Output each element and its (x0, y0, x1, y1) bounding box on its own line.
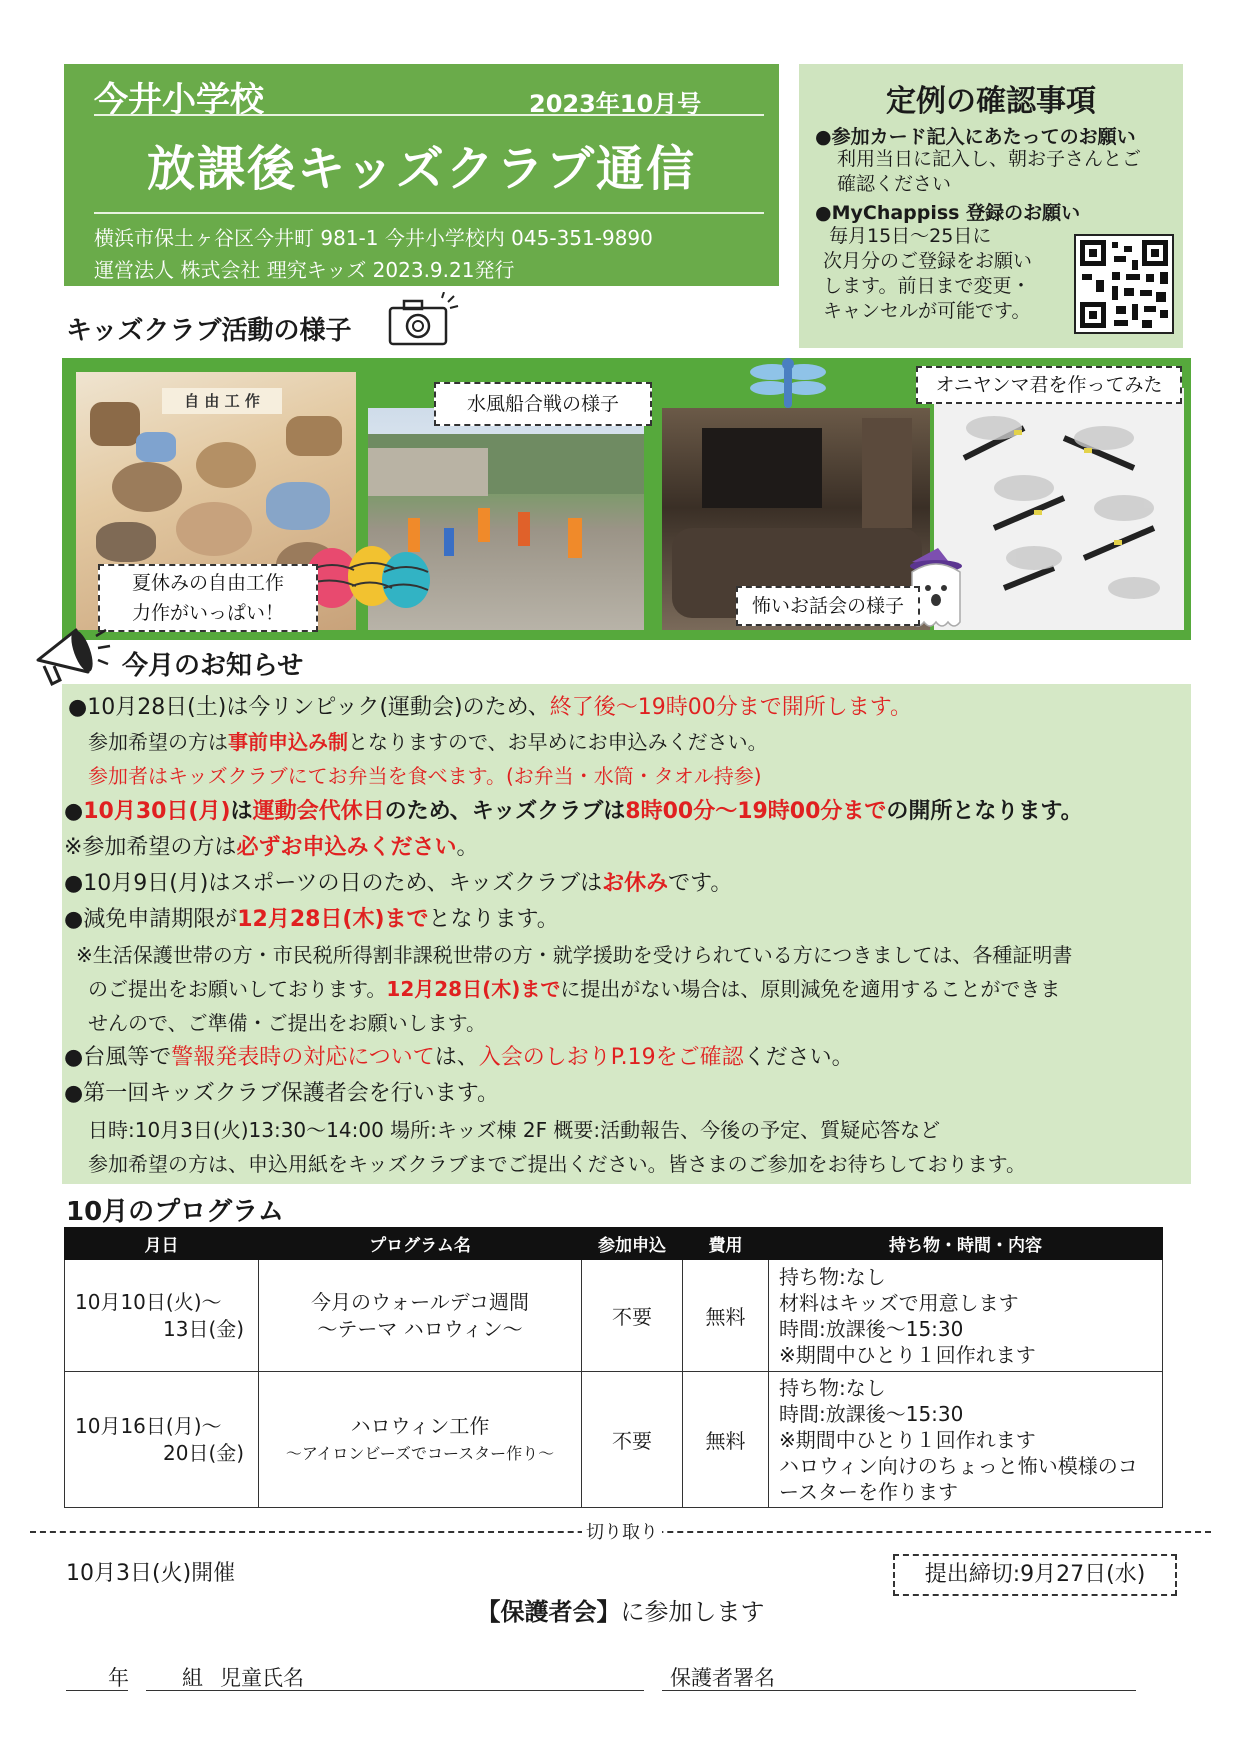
notice-line: ●第一回キッズクラブ保護者会を行います。 (64, 1081, 499, 1106)
newsletter-header (64, 64, 779, 286)
caption-line: 夏休みの自由工作 (131, 572, 284, 594)
detail-line: 材料はキッズで用意します (779, 1290, 1019, 1315)
program-name-cell (259, 1260, 582, 1372)
address: 横浜市保土ヶ谷区今井町 981-1 今井小学校内 045-351-9890 (94, 226, 653, 250)
notice-line: ※生活保護世帯の方・市民税所得割非課税世帯の方・就学援助を受けられている方につきましては、各種証明書 (76, 943, 1073, 967)
apply-cell: 不要 (582, 1260, 683, 1372)
date-cell (65, 1260, 259, 1372)
rule-text: 毎月15日～25日に (829, 225, 992, 247)
detail-line: 時間:放課後～15:30 (779, 1401, 964, 1426)
table-row (65, 1372, 1163, 1508)
date-start: 10月16日(月)～ (75, 1413, 222, 1438)
notice-line: 参加希望の方は、申込用紙をキッズクラブまでご提出ください。皆さまのご参加をお待ちしております。 (88, 1152, 1026, 1176)
photo-caption (98, 564, 318, 632)
notice-line: 参加希望の方は事前申込み制となりますので、お早めにお申込みください。 (88, 730, 768, 754)
detail-line: 持ち物:なし (779, 1264, 886, 1289)
notice-line: 日時:10月3日(火)13:30～14:00 場所:キッズ棟 2F 概要:活動報告、今後の予定、質疑応答など (88, 1118, 941, 1142)
attendance-statement: 【保護者会】に参加します (476, 1598, 765, 1626)
caption-line: 力作がいっぱい！ (131, 602, 284, 624)
guardian-signature-field[interactable] (662, 1690, 1136, 1691)
cut-label: 切り取り (582, 1518, 662, 1544)
deadline-box: 提出締切:9月27日(水) (893, 1554, 1177, 1596)
detail-line: ※期間中ひとり１回作れます (779, 1342, 1036, 1367)
detail-line: ースターを作ります (779, 1479, 958, 1504)
grade-label: 年 (108, 1666, 129, 1690)
program-heading: 10月のプログラム (66, 1197, 284, 1227)
detail-line: ハロウィン向けのちょっと怖い模様のコ (779, 1453, 1138, 1478)
column-header: 費用 (683, 1228, 769, 1260)
notice-heading: 今月のお知らせ (122, 651, 304, 681)
fee-cell: 無料 (683, 1260, 769, 1372)
operator-info: 運営法人 株式会社 理究キッズ 2023.9.21発行 (94, 258, 515, 282)
class-label: 組 (182, 1666, 203, 1690)
detail-line: ※期間中ひとり１回作れます (779, 1427, 1036, 1452)
camera-icon (386, 292, 460, 350)
activity-section-title: キッズクラブ活動の様子 (66, 316, 352, 346)
fee-cell: 無料 (683, 1372, 769, 1508)
column-header: 持ち物・時間・内容 (769, 1228, 1163, 1260)
date-start: 10月10日(火)～ (75, 1289, 222, 1314)
notice-line: ●台風等で警報発表時の対応については、入会のしおりP.19をご確認ください。 (64, 1045, 854, 1070)
program-name-cell (259, 1372, 582, 1508)
rule-text: します。前日まで変更・ (823, 275, 1031, 297)
notice-line: ●10月30日(月)は運動会代休日のため、キッズクラブは8時00分～19時00分までの開所となります。 (64, 799, 1083, 824)
detail-line: 時間:放課後～15:30 (779, 1316, 964, 1341)
rule-heading: ●参加カード記入にあたってのお願い (815, 126, 1136, 148)
rule-text: 確認ください (837, 173, 952, 195)
program-table (64, 1227, 1163, 1508)
rules-title: 定例の確認事項 (886, 84, 1096, 119)
newsletter-title: 放課後キッズクラブ通信 (146, 141, 697, 197)
photo-caption: 怖いお話会の様子 (736, 586, 920, 626)
notice-line: せんので、ご準備・ご提出をお願いします。 (88, 1011, 486, 1035)
divider (94, 114, 764, 116)
issue-date: 2023年10月号 (529, 90, 702, 118)
rules-box (799, 64, 1183, 348)
program-subtitle: ～テーマ ハロウィン～ (317, 1316, 523, 1341)
program-subtitle: ～アイロンビーズでコースター作り～ (285, 1443, 555, 1463)
table-row (65, 1260, 1163, 1372)
event-date: 10月3日(火)開催 (66, 1561, 236, 1586)
child-name-label: 児童氏名 (220, 1666, 304, 1690)
column-header: 参加申込 (582, 1228, 683, 1260)
photo-collage (62, 358, 1191, 640)
rule-text: キャンセルが可能です。 (823, 300, 1031, 322)
date-end: 20日(金) (163, 1440, 245, 1465)
qr-code-icon[interactable] (1074, 234, 1174, 334)
grade-field[interactable] (66, 1690, 128, 1691)
photo-caption: オニヤンマ君を作ってみた (916, 366, 1182, 404)
dragonfly-icon (748, 354, 828, 410)
rule-heading: ●MyChappiss 登録のお願い (815, 202, 1081, 224)
date-cell (65, 1372, 259, 1508)
column-header: 月日 (65, 1228, 259, 1260)
water-balloon-icon (302, 540, 432, 612)
column-header: プログラム名 (259, 1228, 582, 1260)
notice-line: ●10月9日(月)はスポーツの日のため、キッズクラブはお休みです。 (64, 871, 733, 896)
details-cell (769, 1260, 1163, 1372)
notice-line: ●減免申請期限が12月28日(木)までとなります。 (64, 907, 559, 932)
guardian-signature-label: 保護者署名 (670, 1666, 775, 1690)
details-cell (769, 1372, 1163, 1508)
date-end: 13日(金) (163, 1316, 245, 1341)
notice-line: 参加者はキッズクラブにてお弁当を食べます。(お弁当・水筒・タオル持参) (88, 764, 762, 788)
rule-text: 次月分のご登録をお願い (823, 250, 1033, 272)
program-name: 今月のウォールデコ週間 (311, 1289, 529, 1314)
notice-box (62, 684, 1191, 1184)
apply-cell: 不要 (582, 1372, 683, 1508)
photo-caption: 水風船合戦の様子 (434, 382, 652, 426)
rule-text: 利用当日に記入し、朝お子さんとご (837, 148, 1142, 170)
notice-line: ●10月28日(土)は今リンピック(運動会)のため、終了後～19時00分まで開所します。 (68, 695, 912, 720)
school-name: 今井小学校 (94, 80, 264, 120)
divider (94, 212, 764, 214)
child-name-field[interactable] (146, 1690, 644, 1691)
notice-line: ※参加希望の方は必ずお申込みください。 (64, 835, 479, 860)
program-name: ハロウィン工作 (350, 1413, 490, 1438)
detail-line: 持ち物:なし (779, 1375, 886, 1400)
craft-sign: 自 由 工 作 (162, 388, 282, 414)
notice-line: のご提出をお願いしております。12月28日(木)までに提出がない場合は、原則減免を適用することができま (88, 977, 1061, 1001)
